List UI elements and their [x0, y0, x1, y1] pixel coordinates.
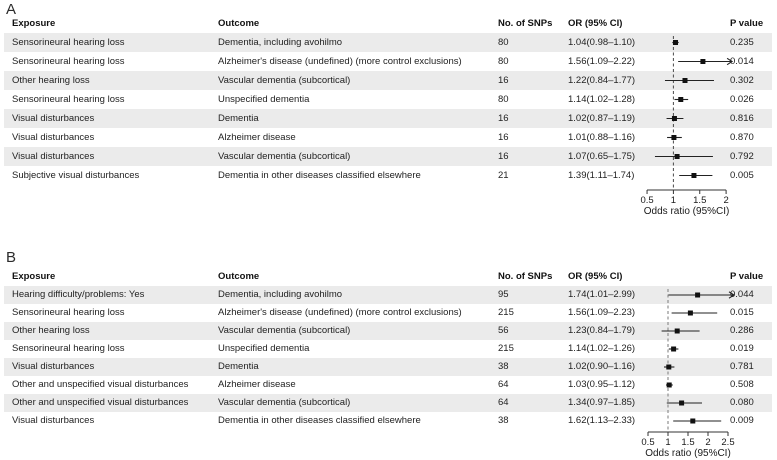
row-or-ci: 1.62(1.13–2.33) — [568, 415, 636, 426]
x-tick-label: 0.5 — [641, 437, 655, 448]
row-or-ci: 1.01(0.88–1.16) — [568, 132, 636, 143]
row-stripe — [4, 358, 772, 376]
row-exposure: Sensorineural hearing loss — [12, 56, 125, 67]
x-tick-label: 2 — [705, 437, 711, 448]
row-or-ci: 1.14(1.02–1.26) — [568, 343, 636, 354]
row-pvalue: 0.286 — [730, 325, 754, 336]
row-pvalue: 0.080 — [730, 397, 754, 408]
row-snps: 80 — [498, 94, 509, 105]
column-header-outcome: Outcome — [218, 18, 260, 29]
column-header-exposure: Exposure — [12, 271, 56, 282]
row-pvalue: 0.508 — [730, 379, 754, 390]
row-pvalue: 0.302 — [730, 75, 754, 86]
column-header-exposure: Exposure — [12, 18, 56, 29]
row-outcome: Unspecified dementia — [218, 343, 310, 354]
row-pvalue: 0.044 — [730, 289, 754, 300]
row-pvalue: 0.026 — [730, 94, 754, 105]
x-tick-label: 1 — [665, 437, 671, 448]
column-header-snps: No. of SNPs — [498, 18, 553, 29]
row-or-ci: 1.02(0.87–1.19) — [568, 113, 636, 124]
row-outcome: Alzheimer's disease (undefined) (more control exclusions) — [218, 307, 462, 318]
row-snps: 16 — [498, 151, 509, 162]
column-header-outcome: Outcome — [218, 271, 260, 282]
row-outcome: Alzheimer disease — [218, 132, 296, 143]
row-snps: 215 — [498, 307, 514, 318]
row-or-ci: 1.07(0.65–1.75) — [568, 151, 636, 162]
or-marker — [700, 59, 705, 64]
row-exposure: Visual disturbances — [12, 361, 95, 372]
row-exposure: Other and unspecified visual disturbances — [12, 379, 189, 390]
row-outcome: Vascular dementia (subcortical) — [218, 151, 351, 162]
row-outcome: Dementia — [218, 113, 259, 124]
row-exposure: Visual disturbances — [12, 113, 95, 124]
row-outcome: Dementia in other diseases classified elsewhere — [218, 415, 421, 426]
panel-a-label: A — [6, 1, 17, 18]
row-pvalue: 0.816 — [730, 113, 754, 124]
row-snps: 80 — [498, 56, 509, 67]
row-or-ci: 1.14(1.02–1.28) — [568, 94, 636, 105]
column-header-snps: No. of SNPs — [498, 271, 553, 282]
row-or-ci: 1.23(0.84–1.79) — [568, 325, 636, 336]
row-outcome: Vascular dementia (subcortical) — [218, 325, 351, 336]
row-exposure: Other hearing loss — [12, 75, 90, 86]
x-tick-label: 1.5 — [693, 195, 707, 206]
row-or-ci: 1.02(0.90–1.16) — [568, 361, 636, 372]
row-pvalue: 0.005 — [730, 170, 754, 181]
row-exposure: Other hearing loss — [12, 325, 90, 336]
row-outcome: Dementia, including avohilmo — [218, 37, 343, 48]
row-exposure: Sensorineural hearing loss — [12, 37, 125, 48]
column-header-pvalue: P value — [730, 271, 764, 282]
row-outcome: Alzheimer's disease (undefined) (more control exclusions) — [218, 56, 462, 67]
x-axis-title: Odds ratio (95%CI) — [645, 448, 731, 459]
row-pvalue: 0.019 — [730, 343, 754, 354]
row-snps: 16 — [498, 113, 509, 124]
x-axis-title: Odds ratio (95%CI) — [643, 206, 730, 217]
row-snps: 64 — [498, 379, 509, 390]
row-exposure: Visual disturbances — [12, 415, 95, 426]
or-marker — [671, 135, 676, 140]
or-marker — [671, 347, 676, 352]
x-tick-label: 2.5 — [721, 437, 735, 448]
row-snps: 56 — [498, 325, 509, 336]
row-outcome: Alzheimer disease — [218, 379, 296, 390]
row-snps: 21 — [498, 170, 509, 181]
row-stripe — [4, 109, 772, 128]
row-or-ci: 1.22(0.84–1.77) — [568, 75, 636, 86]
or-marker — [688, 311, 693, 316]
row-pvalue: 0.792 — [730, 151, 754, 162]
row-snps: 64 — [498, 397, 509, 408]
row-outcome: Dementia — [218, 361, 259, 372]
or-marker — [690, 419, 695, 424]
row-stripe — [4, 71, 772, 90]
column-header-pvalue: P value — [730, 18, 764, 29]
or-marker — [691, 173, 696, 178]
row-stripe — [4, 322, 772, 340]
x-tick-label: 0.5 — [640, 195, 654, 206]
row-exposure: Visual disturbances — [12, 132, 95, 143]
row-outcome: Vascular dementia (subcortical) — [218, 397, 351, 408]
row-or-ci: 1.74(1.01–2.99) — [568, 289, 636, 300]
row-exposure: Subjective visual disturbances — [12, 170, 140, 181]
or-marker — [678, 97, 683, 102]
row-exposure: Visual disturbances — [12, 151, 95, 162]
column-header-or-ci: OR (95% CI) — [568, 18, 623, 29]
row-exposure: Other and unspecified visual disturbances — [12, 397, 189, 408]
row-pvalue: 0.009 — [730, 415, 754, 426]
row-or-ci: 1.03(0.95–1.12) — [568, 379, 636, 390]
row-or-ci: 1.39(1.11–1.74) — [568, 170, 635, 181]
row-outcome: Unspecified dementia — [218, 94, 310, 105]
row-outcome: Dementia, including avohilmo — [218, 289, 343, 300]
column-header-or-ci: OR (95% CI) — [568, 271, 623, 282]
row-outcome: Vascular dementia (subcortical) — [218, 75, 351, 86]
row-or-ci: 1.04(0.98–1.10) — [568, 37, 636, 48]
row-snps: 16 — [498, 75, 509, 86]
row-pvalue: 0.014 — [730, 56, 754, 67]
row-exposure: Sensorineural hearing loss — [12, 343, 125, 354]
x-tick-label: 1.5 — [681, 437, 695, 448]
row-exposure: Sensorineural hearing loss — [12, 307, 125, 318]
or-marker — [667, 383, 672, 388]
row-snps: 38 — [498, 415, 509, 426]
row-snps: 80 — [498, 37, 509, 48]
row-snps: 215 — [498, 343, 514, 354]
row-exposure: Sensorineural hearing loss — [12, 94, 125, 105]
row-snps: 16 — [498, 132, 509, 143]
x-tick-label: 2 — [723, 195, 729, 206]
row-pvalue: 0.870 — [730, 132, 754, 143]
row-pvalue: 0.235 — [730, 37, 754, 48]
row-snps: 95 — [498, 289, 509, 300]
row-pvalue: 0.781 — [730, 361, 754, 372]
panel-b-label: B — [6, 249, 17, 266]
row-exposure: Hearing difficulty/problems: Yes — [12, 289, 145, 300]
row-snps: 38 — [498, 361, 509, 372]
row-or-ci: 1.56(1.09–2.23) — [568, 307, 636, 318]
row-or-ci: 1.56(1.09–2.22) — [568, 56, 636, 67]
x-tick-label: 1 — [670, 195, 677, 206]
row-pvalue: 0.015 — [730, 307, 754, 318]
row-outcome: Dementia in other diseases classified elsewhere — [218, 170, 421, 181]
row-stripe — [4, 147, 772, 166]
row-or-ci: 1.34(0.97–1.85) — [568, 397, 636, 408]
